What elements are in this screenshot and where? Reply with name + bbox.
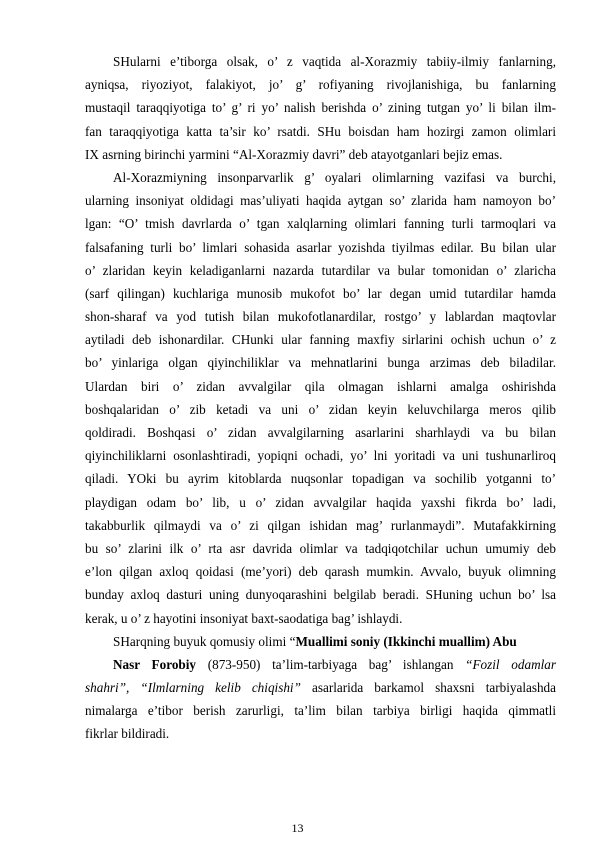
text-line	[85, 676, 556, 699]
text-line	[85, 630, 556, 653]
text-line: falsafaning turli bo’ limlari sohasida asarlar yozishda tiyilmas edilar. Bu bilan ular	[85, 239, 556, 255]
text-run: (873-950) ta’lim-tarbiyaga bag’ ishlangan	[196, 656, 466, 672]
text-line: bu so’ zlarini ilk o’ rta asr davrida olimlar va tadqiqotchilar uchun umumiy deb	[85, 540, 556, 556]
text-line: mustaqil taraqqiyotiga to’ g’ ri yo’ nalish berishda o’ zining tutgan yo’ li bilan ilm-	[85, 100, 556, 116]
text-line	[85, 653, 556, 676]
text-line: takabburlik qilmaydi va o’ zi qilgan ishidan mag’ rurlanmaydi”. Mutafakkirning	[85, 517, 556, 533]
text-line: e’lon qilgan axloq qoidasi (me’yori) deb qarash mumkin. Avvalo, buyuk olimning	[85, 564, 556, 580]
text-line: shon-sharaf va yod tutish bilan mukofotlanardilar, rostgo’ y lablardan maqtovlar	[85, 309, 556, 325]
text-line: SHularni e’tiborga olsak, o’ z vaqtida al-Xorazmiy tabiiy-ilmiy fanlarning,	[113, 54, 556, 69]
text-line: nimalarga e’tibor berish zarurligi, ta’lim bilan tarbiya birligi haqida qimmatli	[85, 703, 556, 719]
text-line: ularning insoniyat oldidagi mas’uliyati haqida aytgan so’ zlarida ham namoyon bo’	[85, 193, 556, 209]
page-number: 13	[291, 821, 304, 835]
text-line: lgan: “O’ tmish davrlarda o’ tgan xalqlarning olimlari fanning turli tarmoqlari va	[85, 216, 556, 232]
text-line: qiladi. YOki bu ayrim kitoblarda nuqsonlar topadigan va sochilib yotganni to’	[85, 471, 556, 487]
text-line: qoldiradi. Boshqasi o’ zidan avvalgilarning asarlarini sharhlaydi va bu bilan	[85, 425, 556, 440]
text-run: asarlarida barkamol shaxsni tarbiyalashda	[300, 680, 557, 696]
text-line: o’ zlaridan keyin keladiganlarni nazarda tutardilar va bular tomonidan o’ zlaricha	[85, 262, 556, 278]
text-line: (sarf qilingan) kuchlariga munosib mukofot bo’ lar degan umid tutardilar hamda	[85, 285, 556, 301]
text-line: boshqalaridan o’ zib ketadi va uni o’ zidan keyin keluvchilarga meros qilib	[85, 401, 556, 417]
text-line: IX asrning birinchi yarmini “Al-Xorazmiy davri” deb atayotganlari bejiz emas.	[85, 146, 503, 162]
text-line: Al-Xorazmiyning insonparvarlik g’ oyalari olimlarning vazifasi va burchi,	[113, 169, 556, 185]
bold-text: Muallimi soniy (Ikkinchi muallim) Abu	[295, 633, 517, 649]
text-line: qiyinchiliklarni osonlashtiradi, yopiqni ochadi, yo’ lni yoritadi va uni tushunarliroq	[85, 448, 556, 464]
text-line: fikrlar bildiradi.	[85, 726, 170, 742]
italic-text: “Fozil odamlar	[465, 656, 556, 672]
bold-text: Nasr Forobiy	[113, 656, 197, 672]
paragraph-1	[85, 50, 556, 166]
text-line: ayniqsa, riyoziyot, falakiyot, jo’ g’ rofiyaning rivojlanishiga, bu fanlarning	[85, 77, 556, 93]
text-line: aytiladi deb ishonardilar. CHunki ular fanning maxfiy sirlarini ochish uchun o’ z	[85, 332, 556, 348]
text-line: Ulardan biri o’ zidan avvalgilar qila olmagan ishlarni amalga oshirishda	[85, 378, 556, 394]
text-run: SHarqning buyuk qomusiy olimi “	[113, 633, 296, 649]
text-line: fan taraqqiyotiga katta ta’sir ko’ rsatdi. SHu boisdan ham hozirgi zamon olimlari	[85, 123, 556, 139]
paragraph-2	[85, 166, 556, 630]
document-body	[85, 50, 556, 746]
text-line: bo’ yinlariga olgan qiyinchiliklar va mehnatlarini bunga arzimas deb biladilar.	[85, 355, 556, 371]
text-line: bunday axloq dasturi uning dunyoqarashini belgilab beradi. SHuning uchun bo’ lsa	[85, 587, 556, 603]
italic-text: shahri”, “Ilmlarning kelib chiqishi”	[85, 680, 301, 696]
text-line: kerak, u o’ z hayotini insoniyat baxt-saodatiga bag’ ishlaydi.	[85, 610, 403, 626]
text-line: playdigan odam bo’ lib, u o’ zidan avvalgilar haqida yaxshi fikrda bo’ ladi,	[85, 494, 556, 510]
paragraph-3	[85, 630, 556, 746]
